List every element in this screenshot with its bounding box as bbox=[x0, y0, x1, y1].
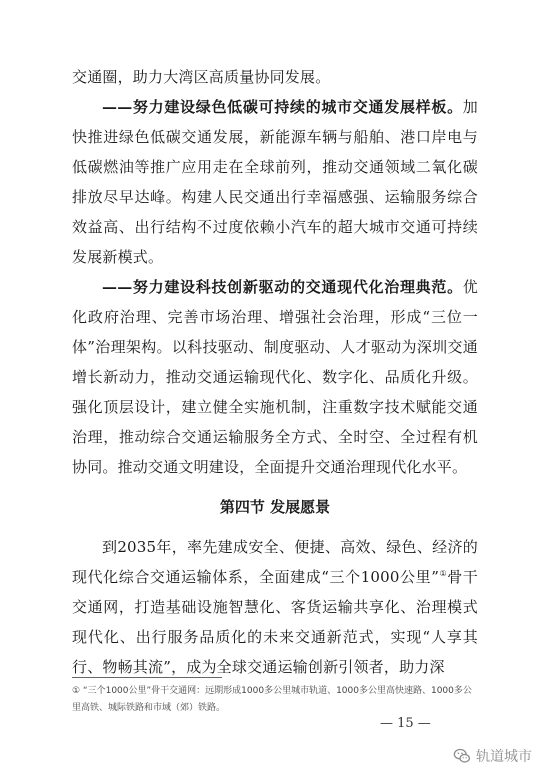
watermark-label: 轨道城市 bbox=[476, 749, 532, 765]
paragraph-lead-green: ——努力建设绿色低碳可持续的城市交通发展样板。 bbox=[102, 98, 463, 116]
footnote-divider bbox=[72, 677, 222, 678]
paragraph-green-transport bbox=[72, 92, 478, 272]
section-heading: 第四节 发展愿景 bbox=[219, 498, 331, 516]
page-number: — 15 — bbox=[380, 716, 431, 731]
paragraph-body-governance: 优化政府治理、完善市场治理、增强社会治理，形成“三位一体”治理架构。以科技驱动、制度驱动、人才驱动为深圳交通增长新动力，推动交通运输现代化、数字化、品质化升级。强化顶层设计，建立健全实施机制，注重数字技术赋能交通治理，推动综合交通运输服务全方式、全时空、全过程有机协同。推动交通文明建设，全面提升交通治理现代化水平。 bbox=[72, 278, 478, 476]
paragraph-vision bbox=[72, 532, 478, 682]
footnote-text: ① “三个1000公里”骨干交通网：远期形成1000多公里城市轨道、1000多公里高快速路、1000多公里高铁、城际铁路和市域（郊）铁路。 bbox=[72, 686, 472, 713]
paragraph-vision-after: 骨干交通网，打造基础设施智慧化、客货运输共享化、治理模式现代化、出行服务品质化的未来交通新范式，实现“人享其行、物畅其流”，成为全球交通运输创新引领者，助力深 bbox=[72, 568, 478, 676]
paragraph-governance bbox=[72, 272, 478, 482]
wechat-icon bbox=[453, 747, 471, 765]
paragraph-1: 交通圈，助力大湾区高质量协同发展。 bbox=[72, 68, 331, 86]
document-body bbox=[72, 62, 478, 682]
paragraph-vision-before: 到2035年，率先建成安全、便捷、高效、绿色、经济的现代化综合交通运输体系，全面建成“三个1000公里” bbox=[72, 538, 478, 586]
watermark bbox=[453, 744, 532, 768]
paragraph-lead-governance: ——努力建设科技创新驱动的交通现代化治理典范。 bbox=[102, 278, 463, 296]
paragraph-body-green: 加快推进绿色低碳交通发展，新能源车辆与船舶、港口岸电与低碳燃油等推广应用走在全球前列，推动交通领域二氧化碳排放尽早达峰。构建人民交通出行幸福感强、运输服务综合效益高、出行结构不过度依赖小汽车的超大城市交通可持续发展新模式。 bbox=[72, 98, 478, 266]
footnote-marker[interactable]: ① bbox=[439, 569, 448, 578]
